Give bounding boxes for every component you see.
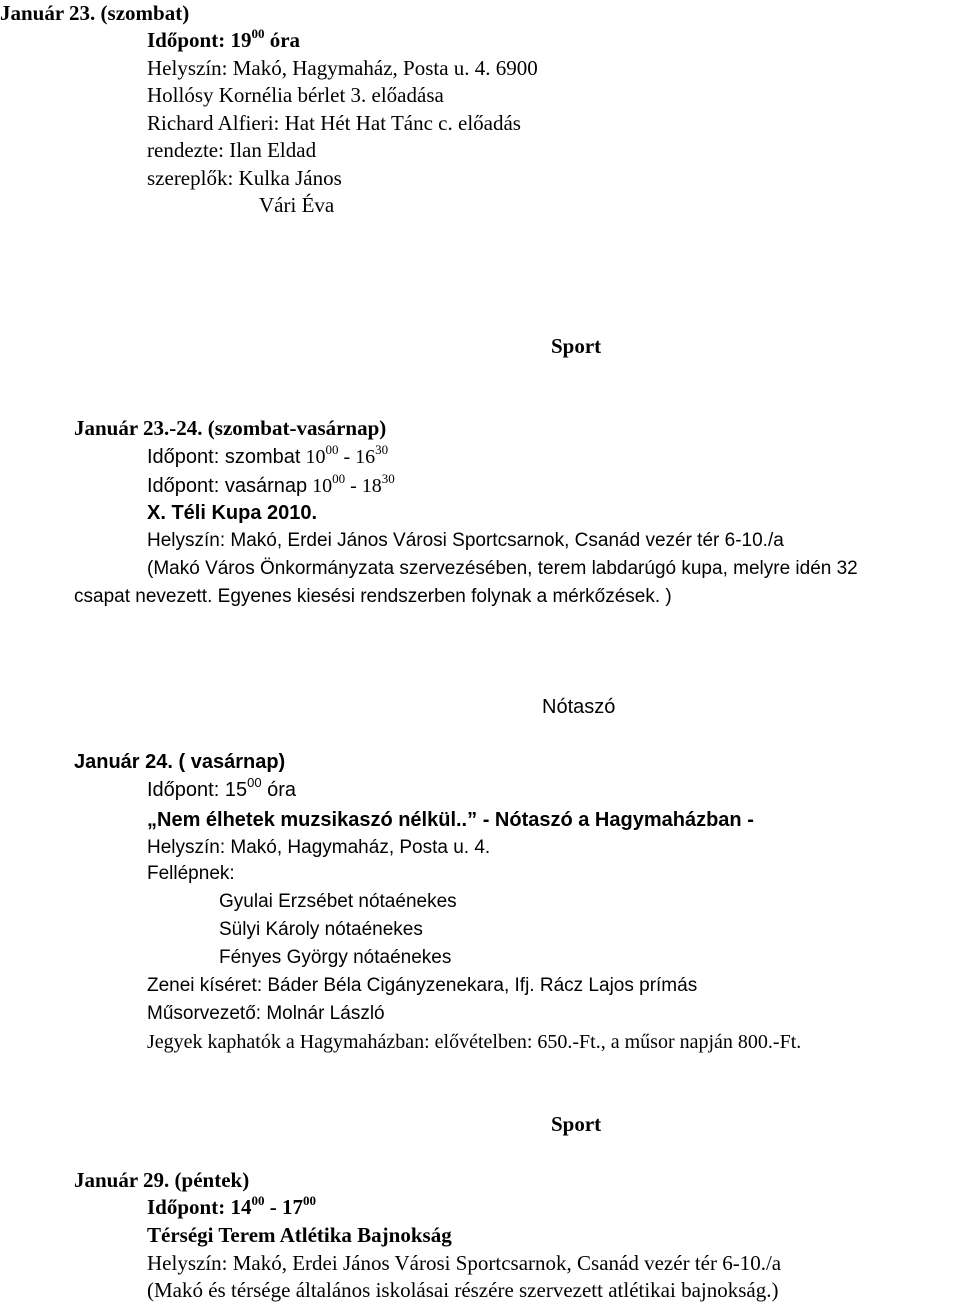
event-date: Január 23. (szombat) [0, 1, 190, 25]
time-start-hour: 14 [230, 1195, 252, 1219]
event-title-main: „Nem élhetek muzsikaszó nélkül..” [147, 809, 478, 831]
event-time [147, 775, 297, 801]
time-minute: 00 [247, 775, 262, 790]
event-date: Január 24. ( vasárnap) [74, 751, 286, 773]
performers-label: Fellépnek: [147, 863, 235, 884]
time-start-hour: 10 [305, 446, 326, 468]
time-unit: óra [267, 779, 297, 801]
time-minute: 00 [251, 26, 265, 41]
event-title [147, 810, 754, 830]
event-title: Térségi Terem Atlétika Bajnokság [147, 1223, 452, 1247]
time-label: Időpont: [147, 779, 220, 801]
event-location: Helyszín: Makó, Erdei János Városi Sportcsarnok, Csanád vezér tér 6-10./a [147, 1251, 782, 1275]
time-separator: - [350, 475, 357, 497]
event-time [147, 26, 301, 52]
time-label: Időpont: vasárnap [147, 475, 308, 497]
event-tickets: Jegyek kaphatók a Hagymaházban: elővételben: 650.-Ft., a műsor napján 800.-Ft. [147, 1031, 802, 1053]
time-label: Időpont: [147, 28, 226, 52]
event-note: (Makó Város Önkormányzata szervezésében, terem labdarúgó kupa, melyre idén 32 [147, 558, 858, 579]
event-cast-continued: Vári Éva [259, 193, 335, 217]
time-unit: óra [269, 28, 301, 52]
time-start-hour: 10 [312, 475, 333, 497]
time-start-minute: 00 [251, 1193, 265, 1208]
time-end-minute: 00 [302, 1193, 316, 1208]
time-label: Időpont: [147, 1195, 226, 1219]
performer: Gyulai Erzsébet nótaénekes [219, 891, 457, 912]
event-music: Zenei kíséret: Báder Béla Cigányzenekara, Ifj. Rácz Lajos prímás [147, 975, 698, 996]
event-time-saturday [147, 442, 389, 468]
event-note-continued: csapat nevezett. Egyenes kiesési rendszerben folynak a mérkőzések. ) [74, 586, 672, 607]
section-heading-sport: Sport [551, 334, 602, 358]
event-note: (Makó és térsége általános iskolásai részére szervezett atlétikai bajnokság.) [147, 1278, 779, 1302]
time-end-minute: 30 [375, 442, 389, 457]
time-end-hour: 18 [361, 475, 382, 497]
event-title: X. Téli Kupa 2010. [147, 502, 318, 524]
event-location: Helyszín: Makó, Hagymaház, Posta u. 4. 6900 [147, 56, 538, 80]
time-end-hour: 16 [355, 446, 376, 468]
time-start-minute: 00 [325, 442, 339, 457]
event-location: Helyszín: Makó, Hagymaház, Posta u. 4. [147, 837, 491, 858]
section-heading-notaszo: Nótaszó [542, 696, 616, 718]
time-end-minute: 30 [381, 471, 395, 486]
event-date: Január 29. (péntek) [74, 1168, 250, 1192]
event-date: Január 23.-24. (szombat-vasárnap) [74, 416, 387, 440]
time-hour: 15 [224, 779, 248, 801]
event-time [147, 1193, 316, 1219]
time-separator: - [269, 1195, 277, 1219]
section-heading-sport: Sport [551, 1112, 602, 1136]
performer: Sülyi Károly nótaénekes [219, 919, 423, 940]
event-time-sunday [147, 471, 395, 497]
event-host: Műsorvezető: Molnár László [147, 1003, 385, 1024]
time-separator: - [343, 446, 351, 468]
time-end-hour: 17 [281, 1195, 303, 1219]
performer: Fényes György nótaénekes [219, 947, 452, 968]
event-location: Helyszín: Makó, Erdei János Városi Sportcsarnok, Csanád vezér tér 6-10./a [147, 530, 784, 551]
time-hour: 19 [230, 28, 252, 52]
event-title-sub: - Nótaszó a Hagymaházban - [482, 809, 754, 831]
time-label: Időpont: szombat [147, 446, 301, 468]
time-start-minute: 00 [332, 471, 346, 486]
event-director: rendezte: Ilan Eldad [147, 138, 317, 162]
event-title: Richard Alfieri: Hat Hét Hat Tánc c. előadás [147, 111, 521, 135]
event-subscription: Hollósy Kornélia bérlet 3. előadása [147, 83, 444, 107]
event-cast: szereplők: Kulka János [147, 166, 342, 190]
